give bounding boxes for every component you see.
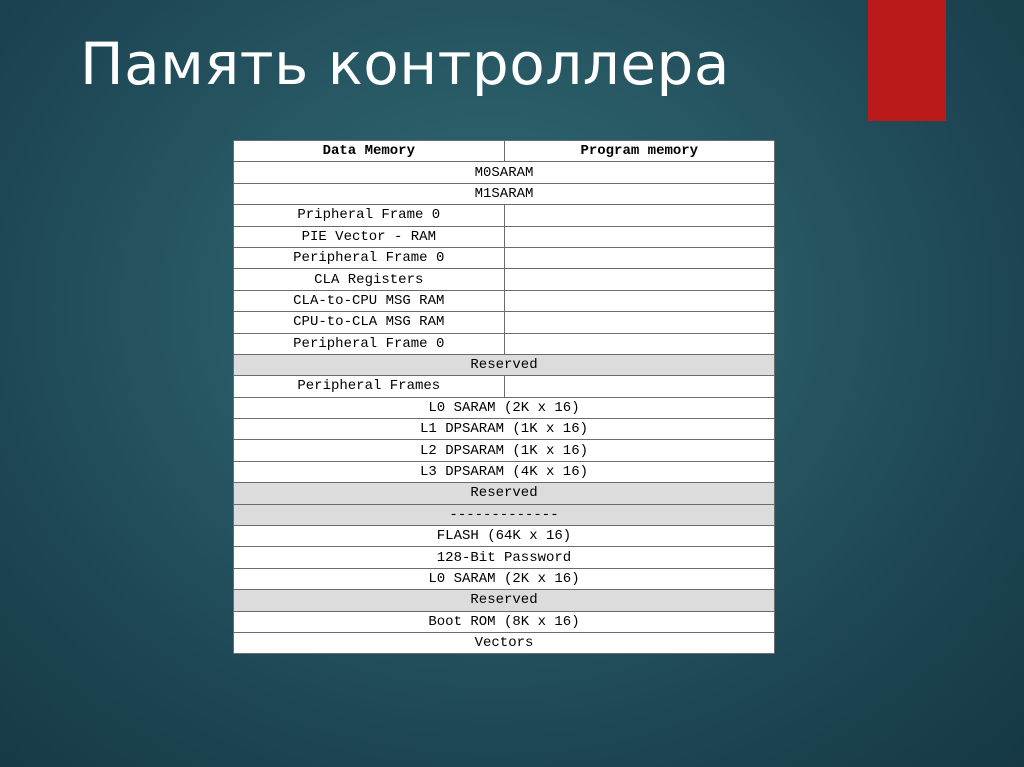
memory-region-cell: L0 SARAM (2K x 16) bbox=[234, 397, 775, 418]
memory-region-cell: M1SARAM bbox=[234, 183, 775, 204]
table-row bbox=[234, 183, 775, 204]
data-memory-cell: Peripheral Frames bbox=[234, 376, 505, 397]
memory-region-cell: Reserved bbox=[234, 590, 775, 611]
memory-region-cell: L2 DPSARAM (1K x 16) bbox=[234, 440, 775, 461]
table-row bbox=[234, 162, 775, 183]
memory-region-cell: Reserved bbox=[234, 483, 775, 504]
table-row bbox=[234, 590, 775, 611]
memory-region-cell: M0SARAM bbox=[234, 162, 775, 183]
table-row bbox=[234, 205, 775, 226]
memory-region-cell: FLASH (64K x 16) bbox=[234, 526, 775, 547]
program-memory-cell bbox=[504, 205, 774, 226]
program-memory-cell bbox=[504, 269, 774, 290]
table-row bbox=[234, 419, 775, 440]
table-row bbox=[234, 226, 775, 247]
table-row bbox=[234, 269, 775, 290]
table-row bbox=[234, 354, 775, 375]
memory-map-table bbox=[233, 140, 775, 654]
memory-region-cell: L0 SARAM (2K x 16) bbox=[234, 568, 775, 589]
program-memory-cell bbox=[504, 376, 774, 397]
table-row bbox=[234, 568, 775, 589]
table-row bbox=[234, 611, 775, 632]
memory-region-cell: Boot ROM (8K x 16) bbox=[234, 611, 775, 632]
memory-region-cell: 128-Bit Password bbox=[234, 547, 775, 568]
table-row bbox=[234, 440, 775, 461]
program-memory-cell bbox=[504, 333, 774, 354]
memory-region-cell: L1 DPSARAM (1K x 16) bbox=[234, 419, 775, 440]
data-memory-cell: CLA Registers bbox=[234, 269, 505, 290]
program-memory-cell bbox=[504, 226, 774, 247]
data-memory-cell: Peripheral Frame 0 bbox=[234, 333, 505, 354]
table-row bbox=[234, 526, 775, 547]
table-row bbox=[234, 461, 775, 482]
accent-bar bbox=[868, 0, 946, 121]
memory-region-cell: Reserved bbox=[234, 354, 775, 375]
table-row bbox=[234, 290, 775, 311]
table-row bbox=[234, 547, 775, 568]
memory-region-cell: Vectors bbox=[234, 632, 775, 653]
table-row bbox=[234, 247, 775, 268]
table-row bbox=[234, 376, 775, 397]
header-data-memory: Data Memory bbox=[234, 141, 505, 162]
memory-region-cell: ------------- bbox=[234, 504, 775, 525]
memory-map-body bbox=[234, 162, 775, 654]
slide-title: Память контроллера bbox=[80, 30, 730, 98]
program-memory-cell bbox=[504, 312, 774, 333]
data-memory-cell: Peripheral Frame 0 bbox=[234, 247, 505, 268]
table-header-row bbox=[234, 141, 775, 162]
data-memory-cell: CLA-to-CPU MSG RAM bbox=[234, 290, 505, 311]
table-row bbox=[234, 632, 775, 653]
data-memory-cell: PIE Vector - RAM bbox=[234, 226, 505, 247]
program-memory-cell bbox=[504, 247, 774, 268]
table-row bbox=[234, 504, 775, 525]
table-row bbox=[234, 483, 775, 504]
table-row bbox=[234, 397, 775, 418]
header-program-memory: Program memory bbox=[504, 141, 774, 162]
data-memory-cell: CPU-to-CLA MSG RAM bbox=[234, 312, 505, 333]
table-row bbox=[234, 333, 775, 354]
table-row bbox=[234, 312, 775, 333]
memory-region-cell: L3 DPSARAM (4K x 16) bbox=[234, 461, 775, 482]
data-memory-cell: Pripheral Frame 0 bbox=[234, 205, 505, 226]
program-memory-cell bbox=[504, 290, 774, 311]
